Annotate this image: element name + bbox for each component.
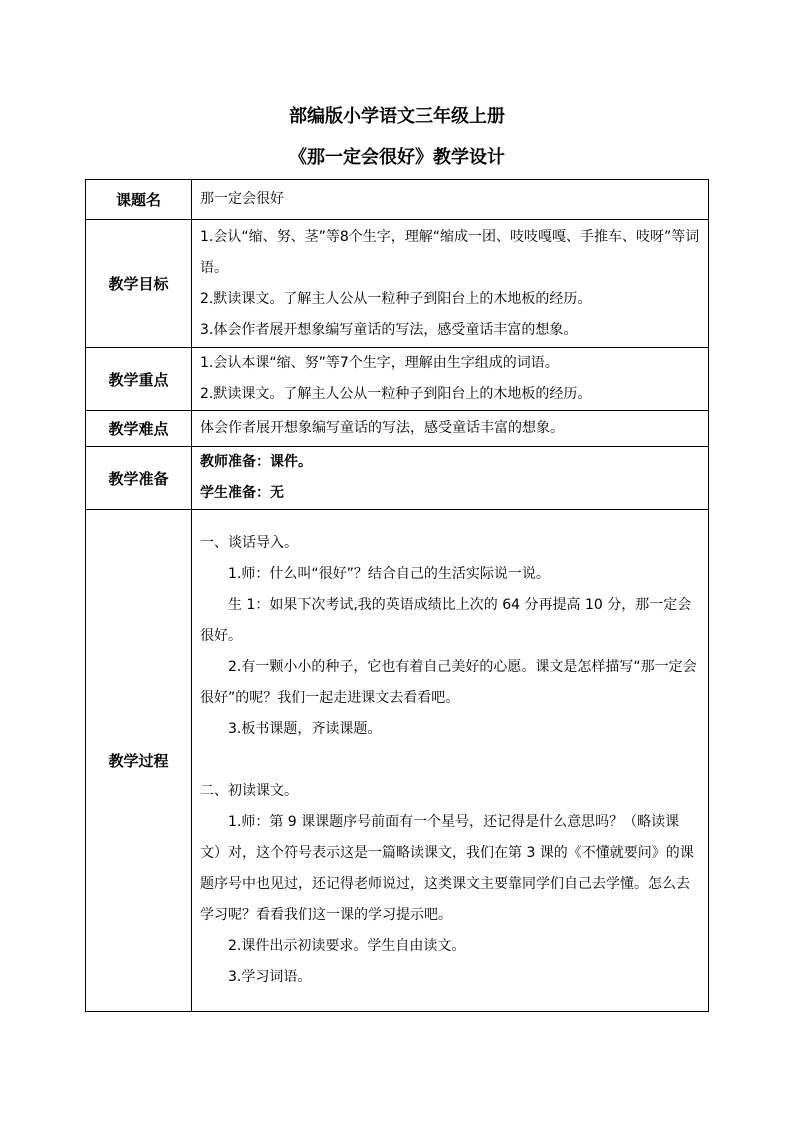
section-1-title: 一、谈话导入。 — [200, 535, 298, 551]
table-row-objectives — [86, 220, 709, 348]
preparation-content — [192, 447, 709, 510]
table-row-process — [86, 510, 709, 1012]
section-1-item-4: 3.板书课题，齐读课题。 — [228, 721, 382, 737]
objective-item-2: 2.默读课文。了解主人公从一粒种子到阳台上的木地板的经历。 — [200, 290, 592, 307]
key-point-item-2: 2.默读课文。了解主人公从一粒种子到阳台上的木地板的经历。 — [200, 386, 592, 402]
table-row-difficulties — [86, 411, 709, 447]
student-preparation: 学生准备：无 — [200, 485, 284, 501]
table-row-topic — [86, 180, 709, 220]
objectives-label: 教学目标 — [86, 220, 192, 348]
section-2-title: 二、初读课文。 — [200, 783, 298, 799]
topic-value: 那一定会很好 — [192, 180, 709, 220]
section-1-item-3: 2.有一颗小小的种子，它也有着自己美好的心愿。课文是怎样描写“那一定会很好”的呢？我们一起走进课文去看看吧。 — [200, 659, 697, 706]
topic-label: 课题名 — [86, 180, 192, 220]
objective-item-1: 1.会认“缩、努、茎”等8个生字，理解“缩成一团、吱吱嘎嘎、手推车、吱呀”等词语。 — [200, 228, 700, 276]
objectives-content — [192, 220, 709, 348]
document-title: 部编版小学语文三年级上册 — [289, 106, 505, 127]
preparation-label: 教学准备 — [86, 447, 192, 510]
lesson-plan-table — [85, 179, 709, 1012]
difficulties-label: 教学难点 — [86, 411, 192, 447]
objective-item-3: 3.体会作者展开想象编写童话的写法，感受童话丰富的想象。 — [200, 321, 578, 338]
blank-line — [200, 745, 700, 776]
section-1-item-2: 生 1：如果下次考试,我的英语成绩比上次的 64 分再提高 10 分，那一定会很好。 — [200, 597, 692, 644]
section-2-item-2: 2.课件出示初读要求。学生自由读文。 — [228, 938, 466, 954]
process-label: 教学过程 — [86, 510, 192, 1012]
key-point-item-1: 1.会认本课“缩、努”等7个生字，理解由生字组成的词语。 — [200, 355, 559, 371]
difficulties-value: 体会作者展开想象编写童话的写法，感受童话丰富的想象。 — [192, 411, 709, 447]
teacher-preparation: 教师准备：课件。 — [200, 454, 312, 470]
section-1-item-1: 1.师：什么叫“很好”？结合自己的生活实际说一说。 — [228, 566, 550, 582]
section-2-item-3: 3.学习词语。 — [228, 969, 312, 985]
process-content — [192, 510, 709, 1012]
table-row-key-points — [86, 348, 709, 411]
key-points-label: 教学重点 — [86, 348, 192, 411]
section-2-item-1: 1.师：第 9 课课题序号前面有一个星号，还记得是什么意思吗？（略读课文）对，这个符号表示这是一篇略读课文，我们在第 3 课的《不懂就要问》的课题序号中也见过，还记得老师说过，这类课文主要靠同学们自己去学懂。怎么去学习呢？看看我们这一课的学习提示吧。 — [200, 814, 694, 923]
key-points-content — [192, 348, 709, 411]
document-subtitle: 《那一定会很好》教学设计 — [289, 147, 505, 168]
table-row-preparation — [86, 447, 709, 510]
